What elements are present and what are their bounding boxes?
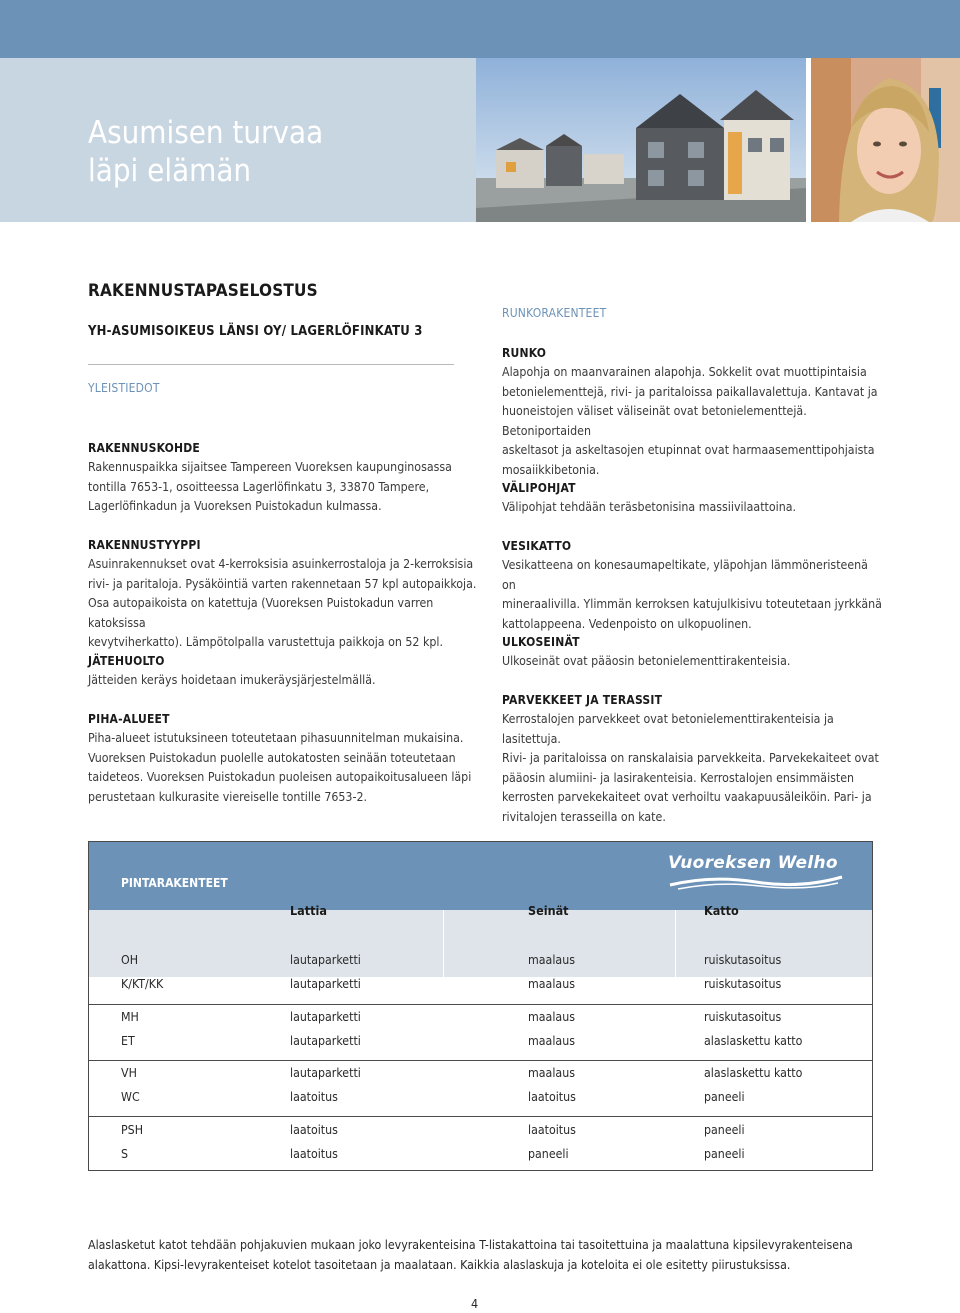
page-number: 4 [471,1296,479,1311]
floor-cell: lautaparketti [290,1066,361,1080]
section-runko [502,344,882,480]
text-line: Jätteiden keräys hoidetaan imukeräysjärjestelmällä. [88,673,376,687]
text-line: Asuinrakennukset ovat 4-kerroksisia asuinkerrostaloja ja 2-kerroksisia [88,557,474,571]
ceiling-cell: alaslaskettu katto [704,1034,803,1048]
table-title: PINTARAKENTEET [121,876,228,890]
text-line: taideteos. Vuoreksen Puistokadun puoleisen autopaikoitusalueen läpi [88,770,472,784]
section-heading: JÄTEHUOLTO [88,654,165,668]
text-line: mosaiikkibetonia. [502,462,600,477]
text-line: Vuoreksen Puistokadun puolelle autokatosten seinään toteutetaan [88,750,456,765]
text-line: askeltasot ja askeltasojen etupinnat ovat harmaasementtipohjaista [502,443,875,457]
floor-cell: laatoitus [290,1123,338,1137]
walls-cell: laatoitus [528,1090,576,1104]
floor-cell: laatoitus [290,1147,338,1161]
hero-title [88,114,323,190]
section-parvekkeet [502,691,882,827]
walls-cell: maalaus [528,1010,575,1024]
floor-cell: laatoitus [290,1090,338,1104]
title-divider [88,364,454,365]
runkorakenteet-heading: RUNKORAKENTEET [502,306,607,320]
text-line: Lagerlöfinkadun ja Vuoreksen Puistokadun kulmassa. [88,499,382,513]
woman-portrait [811,58,960,222]
section-jatehuolto [88,652,478,691]
walls-cell: maalaus [528,977,575,991]
column-divider [675,910,676,977]
text-line: Rakennuspaikka sijaitsee Tampereen Vuoreksen kaupunginosassa [88,460,452,474]
vuoreksen-welho-logo [668,853,844,893]
footnote [88,1236,878,1275]
logo-wave-icon [668,873,844,891]
text-line: rivi- ja paritaloja. Pysäköintiä varten rakennetaan 57 kpl autopaikkoja. [88,576,477,591]
walls-cell: maalaus [528,953,575,967]
text-line: Ulkoseinät ovat pääosin betonielementtirakenteisia. [502,654,791,668]
text-line: Piha-alueet istutuksineen toteutetaan pihasuunnitelman mukaisina. [88,731,464,745]
section-valipohjat [502,479,882,518]
column-header-katto: Katto [704,903,739,918]
room-cell: VH [121,1066,137,1080]
text-line: betonielementtejä, rivi- ja paritaloissa paikallavalettuja. Kantavat ja [502,384,878,399]
ceiling-cell: ruiskutasoitus [704,977,782,991]
floor-cell: lautaparketti [290,953,361,967]
hero-title-line-2: läpi elämän [88,153,252,189]
walls-cell: maalaus [528,1066,575,1080]
section-ulkoseinat [502,633,882,672]
text-line: rivitalojen terasseilla on kate. [502,809,666,824]
row-divider [89,1116,872,1117]
room-cell: PSH [121,1123,144,1137]
section-heading: PIHA-ALUEET [88,712,170,726]
ceiling-cell: paneeli [704,1090,745,1104]
floor-cell: lautaparketti [290,1010,361,1024]
column-divider [443,910,444,977]
text-line: mineraalivilla. Ylimmän kerroksen katujulkisivu toteutetaan jyrkkänä [502,597,882,611]
text-line: perustetaan kulkurasite viereiselle tontille 7653-2. [88,789,368,804]
ceiling-cell: alaslaskettu katto [704,1066,803,1080]
column-header-lattia: Lattia [290,903,327,918]
hero-title-line-1: Asumisen turvaa [88,115,324,151]
row-divider [89,1004,872,1005]
ceiling-cell: paneeli [704,1147,745,1161]
floor-cell: lautaparketti [290,977,361,991]
walls-cell: laatoitus [528,1123,576,1137]
walls-cell: paneeli [528,1147,569,1161]
top-band [0,0,960,58]
text-line: Alapohja on maanvarainen alapohja. Sokkelit ovat muottipintaisia [502,365,867,379]
general-heading: YLEISTIEDOT [88,381,160,395]
text-line: Välipohjat tehdään teräsbetonisina massiivilaattoina. [502,500,797,514]
section-heading: PARVEKKEET JA TERASSIT [502,693,663,707]
room-cell: S [121,1147,129,1161]
text-line: Osa autopaikoista on katettuja (Vuoreksen Puistokadun varren katoksissa [88,596,434,630]
text-line: pääosin alumiini- ja lasirakenteisia. Kerrostalojen ensimmäisten [502,770,855,785]
text-line: huoneistojen väliset väliseinät ovat betonielementtejä. Betoniportaiden [502,404,807,438]
ceiling-cell: ruiskutasoitus [704,1010,782,1024]
ceiling-cell: paneeli [704,1123,745,1137]
section-heading: ULKOSEINÄT [502,635,580,649]
section-piha-alueet [88,710,478,807]
text-line: Kerrostalojen parvekkeet ovat betonielementtirakenteisia ja lasitettuja. [502,712,834,746]
walls-cell: maalaus [528,1034,575,1048]
section-vesikatto [502,537,882,634]
section-heading: RAKENNUSTYYPPI [88,538,201,552]
section-heading: RAKENNUSKOHDE [88,441,201,455]
section-heading: RUNKO [502,346,547,360]
logo-text: Vuoreksen Welho [668,853,838,873]
room-cell: MH [121,1010,139,1024]
row-divider [89,1060,872,1061]
text-line: kattolappeena. Vedenpoisto on ulkopuolinen. [502,616,752,631]
column-header-seinat: Seinät [528,903,569,918]
room-cell: K/KT/KK [121,977,164,991]
text-line: kevytviherkatto). Lämpötolpalla varustettuja paikkoja on 52 kpl. [88,635,443,649]
document-title: RAKENNUSTAPASELOSTUS [88,281,318,301]
text-line: Rivi- ja paritaloissa on ranskalaisia parvekkeita. Parvekekaiteet ovat [502,751,879,765]
document-subtitle: YH-ASUMISOIKEUS LÄNSI OY/ LAGERLÖFINKATU 3 [88,324,423,339]
section-rakennustyyppi [88,536,478,653]
room-cell: OH [121,953,139,967]
text-line: Vesikatteena on konesaumapeltikate, yläpohjan lämmöneristeenä on [502,558,868,592]
ceiling-cell: ruiskutasoitus [704,953,782,967]
text-line: tontilla 7653-1, osoitteessa Lagerlöfinkatu 3, 33870 Tampere, [88,479,430,494]
text-line: kerrosten parvekekaiteet ovat verhoiltu vaakapuusäleiköin. Pari- ja [502,790,872,804]
footnote-line: Alaslasketut katot tehdään pohjakuvien mukaan joko levyrakenteisina T-listakattoina tai tasoitettuina ja maalattuna kipsilevyrakenteisena [88,1238,853,1252]
floor-cell: lautaparketti [290,1034,361,1048]
footnote-line: alakattona. Kipsi-levyrakenteiset kotelot tasoitetaan ja maalataan. Kaikkia alaslaskuja ja koteloita ei ole esitetty piirustuksissa. [88,1257,791,1272]
room-cell: ET [121,1034,135,1048]
section-rakennuskohde [88,439,468,517]
section-heading: VÄLIPOHJAT [502,481,576,495]
buildings-photo [476,58,806,222]
room-cell: WC [121,1090,140,1104]
section-heading: VESIKATTO [502,539,572,553]
